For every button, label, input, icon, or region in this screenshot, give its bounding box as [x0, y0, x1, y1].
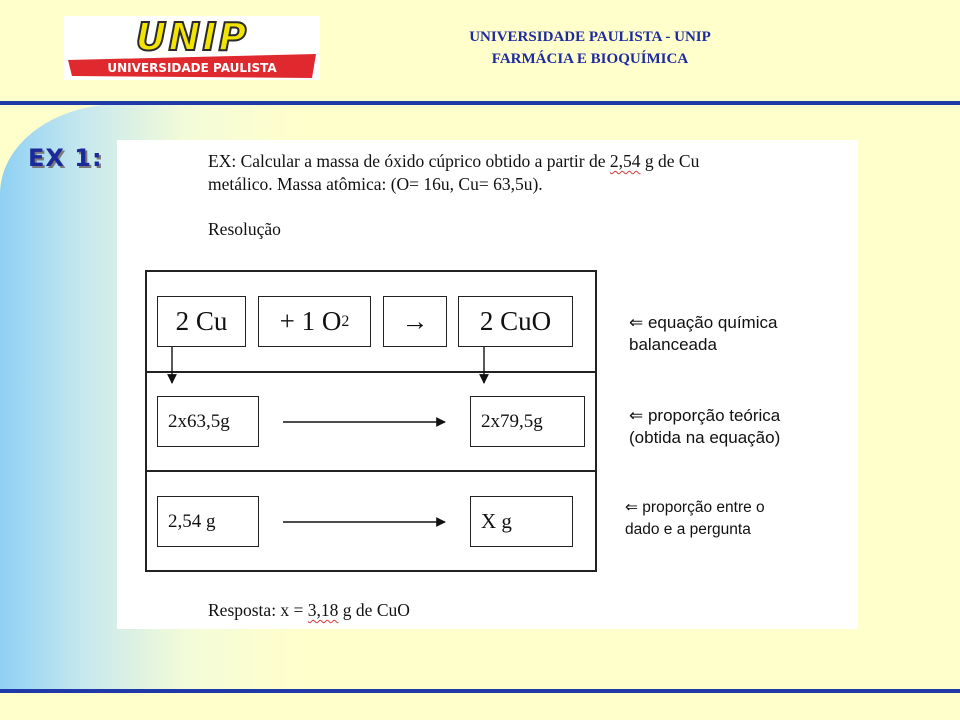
exercise-label: EX 1: [28, 144, 103, 172]
logo-wordmark: UNIP [135, 15, 249, 59]
note-data-line-1: ⇐ proporção entre o [625, 499, 765, 516]
theoretical-cu-mass-box: 2x63,5g [157, 396, 259, 447]
header-university: UNIVERSIDADE PAULISTA - UNIP [469, 29, 711, 45]
problem-text-end: g de Cu [640, 151, 700, 171]
o2-subscript: 2 [341, 312, 350, 330]
theoretical-cuo-mass-box: 2x79,5g [470, 396, 585, 447]
note-balanced-line-1: ⇐ equação química [629, 313, 778, 332]
given-mass-box: 2,54 g [157, 496, 259, 547]
header-title [360, 26, 820, 70]
problem-line-2: metálico. Massa atômica: (O= 16u, Cu= 63,5u). [208, 174, 543, 194]
note-theoretical-line-2: (obtida na equação) [629, 428, 781, 447]
note-balanced-line-2: balanceada [629, 335, 717, 354]
answer-text-end: g de CuO [338, 600, 410, 620]
reactant-o2-text: + 1 O [279, 306, 342, 336]
problem-mass-value: 2,54 [609, 151, 641, 171]
product-cuo-box: 2 CuO [458, 296, 573, 347]
logo-subtitle: UNIVERSIDADE PAULISTA [107, 61, 277, 75]
header-divider [0, 101, 960, 105]
resolution-heading: Resolução [208, 219, 281, 239]
footer-divider [0, 689, 960, 693]
header-course: FARMÁCIA E BIOQUÍMICA [491, 51, 689, 67]
reaction-arrow-box: → [383, 296, 447, 347]
answer-text: Resposta: x = [208, 600, 308, 620]
connector-arrows [117, 140, 858, 629]
answer-value: 3,18 [307, 600, 339, 620]
unip-logo [64, 16, 320, 80]
reactant-cu-box: 2 Cu [157, 296, 246, 347]
note-theoretical-line-1: ⇐ proporção teórica [629, 406, 781, 425]
exercise-figure [117, 140, 858, 629]
unknown-mass-box: X g [470, 496, 573, 547]
problem-text: EX: Calcular a massa de óxido cúprico obtido a partir de [208, 151, 610, 171]
note-data-line-2: dado e a pergunta [625, 521, 751, 538]
answer-line [208, 600, 410, 621]
